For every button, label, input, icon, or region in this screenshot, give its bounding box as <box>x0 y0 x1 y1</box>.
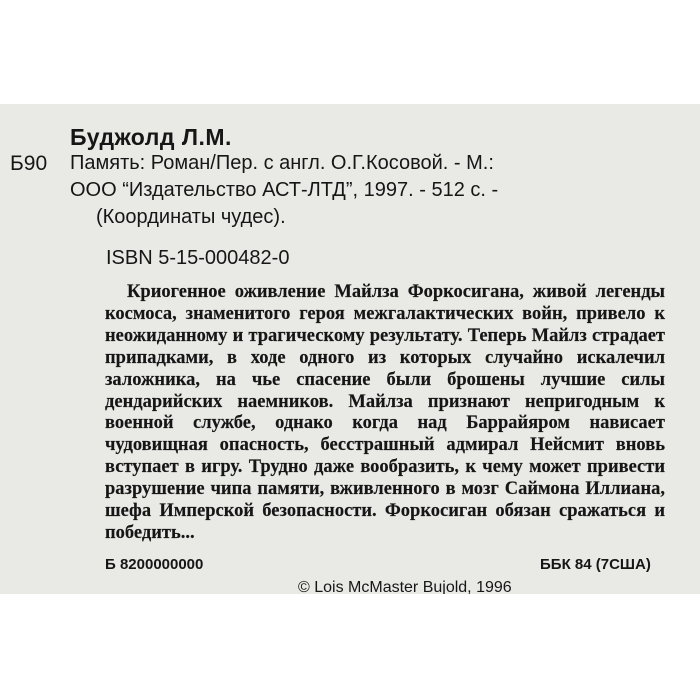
bibliographic-description <box>70 150 690 231</box>
biblio-line: Память: Роман/Пер. с англ. О.Г.Косовой. - М.: <box>70 152 494 174</box>
author-name: Буджолд Л.М. <box>70 124 232 150</box>
copyright-notice: © Lois McMaster Bujold, 1996 <box>298 579 512 594</box>
catalog-card <box>0 104 700 594</box>
biblio-line: (Координаты чудес). <box>96 206 286 228</box>
author-code: Б90 <box>10 152 48 175</box>
annotation-text: Криогенное оживление Майлза Форкосигана, живой легенды космоса, знаменитого героя межгалактических войн, привело к неожиданному и трагическому результату. Теперь Майлз страдает припадками, в ходе одного из которых случайно искалечил заложника, на чье спасение были брошены лучшие силы дендарийских наемников. Майлза признают непригодным к военной службе, однако когда над Баррайяром нависает чудовищная опасность, бесстрашный адмирал Нейсмит вновь вступает в игру. Трудно даже вообразить, к чему может привести разрушение чипа памяти, вживленного в мозг Саймона Иллиана, шефа Имперской безопасности. Форкосиган обязан сражаться и победить... <box>105 282 665 543</box>
biblio-line: ООО “Издательство АСТ-ЛТД”, 1997. - 512 с. - <box>70 179 499 201</box>
bbk-classification: ББК 84 (7США) <box>540 556 651 573</box>
b-number: Б 8200000000 <box>105 556 204 573</box>
isbn: ISBN 5-15-000482-0 <box>106 247 290 269</box>
